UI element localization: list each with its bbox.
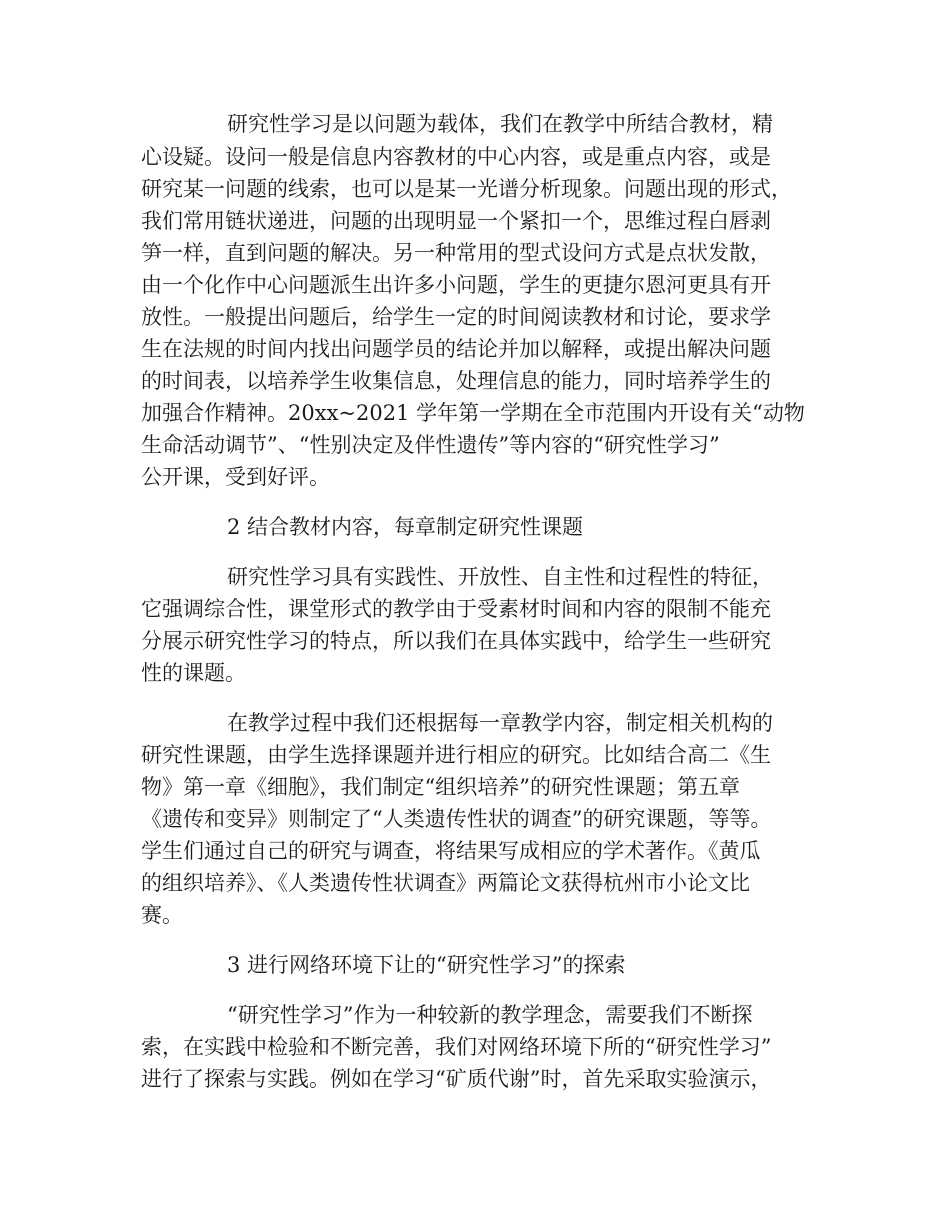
text-line: 公开课，受到好评。 bbox=[141, 465, 330, 489]
text-line: 在教学过程中我们还根据每一章教学内容，制定相关机构的 bbox=[227, 711, 773, 735]
text-line: 分展示研究性学习的特点，所以我们在具体实践中，给学生一些研究 bbox=[141, 629, 771, 653]
text-line: “研究性学习”作为一种较新的教学理念，需要我们不断探 bbox=[227, 1003, 753, 1027]
text-line: 《遗传和变异》则制定了“人类遗传性状的调查”的研究课题，等等。 bbox=[141, 807, 772, 831]
text-line: 研究性学习是以问题为载体，我们在教学中所结合教材，精 bbox=[227, 112, 773, 136]
text-line: 研究性课题，由学生选择课题并进行相应的研究。比如结合高二《生 bbox=[141, 743, 771, 767]
text-line: 性的课题。 bbox=[141, 661, 246, 685]
text-line: 索，在实践中检验和不断完善，我们对网络环境下所的“研究性学习” bbox=[141, 1035, 772, 1059]
text-line: 它强调综合性，课堂形式的教学由于受素材时间和内容的限制不能充 bbox=[141, 597, 771, 621]
text-line: 研究性学习具有实践性、开放性、自主性和过程性的特征， bbox=[227, 565, 773, 589]
section-heading: 3 进行网络环境下让的“研究性学习”的探索 bbox=[227, 953, 626, 977]
text-line: 研究某一问题的线索，也可以是某一光谱分析现象。问题出现的形式， bbox=[141, 177, 792, 201]
text-line: 的时间表，以培养学生收集信息，处理信息的能力，同时培养学生的 bbox=[141, 369, 771, 393]
text-line: 加强合作精神。20xx~2021 学年第一学期在全市范围内开设有关“动物 bbox=[141, 401, 805, 425]
text-line: 的组织培养》、《人类遗传性状调查》两篇论文获得杭州市小论文比 bbox=[141, 871, 750, 895]
text-line: 赛。 bbox=[141, 903, 183, 927]
text-line: 笋一样，直到问题的解决。另一种常用的型式设问方式是点状发散， bbox=[141, 241, 771, 265]
section-heading: 2 结合教材内容，每章制定研究性课题 bbox=[227, 515, 584, 539]
text-line: 我们常用链状递进，问题的出现明显一个紧扣一个，思维过程白唇剥 bbox=[141, 209, 771, 233]
text-line: 物》第一章《细胞》，我们制定“组织培养”的研究性课题；第五章 bbox=[141, 775, 740, 799]
text-line: 由一个化作中心问题派生出许多小问题，学生的更捷尔恩河更具有开 bbox=[141, 273, 771, 297]
text-line: 放性。一般提出问题后，给学生一定的时间阅读教材和讨论，要求学 bbox=[141, 305, 771, 329]
text-line: 心设疑。设问一般是信息内容教材的中心内容，或是重点内容，或是 bbox=[141, 145, 771, 169]
text-line: 学生们通过自己的研究与调查，将结果写成相应的学术著作。《黄瓜 bbox=[141, 839, 761, 863]
text-line: 生命活动调节”、“性别决定及伴性遗传”等内容的“研究性学习” bbox=[141, 433, 720, 457]
text-line: 生在法规的时间内找出问题学员的结论并加以解释，或提出解决问题 bbox=[141, 337, 771, 361]
text-line: 进行了探索与实践。例如在学习“矿质代谢”时，首先采取实验演示， bbox=[141, 1067, 772, 1091]
